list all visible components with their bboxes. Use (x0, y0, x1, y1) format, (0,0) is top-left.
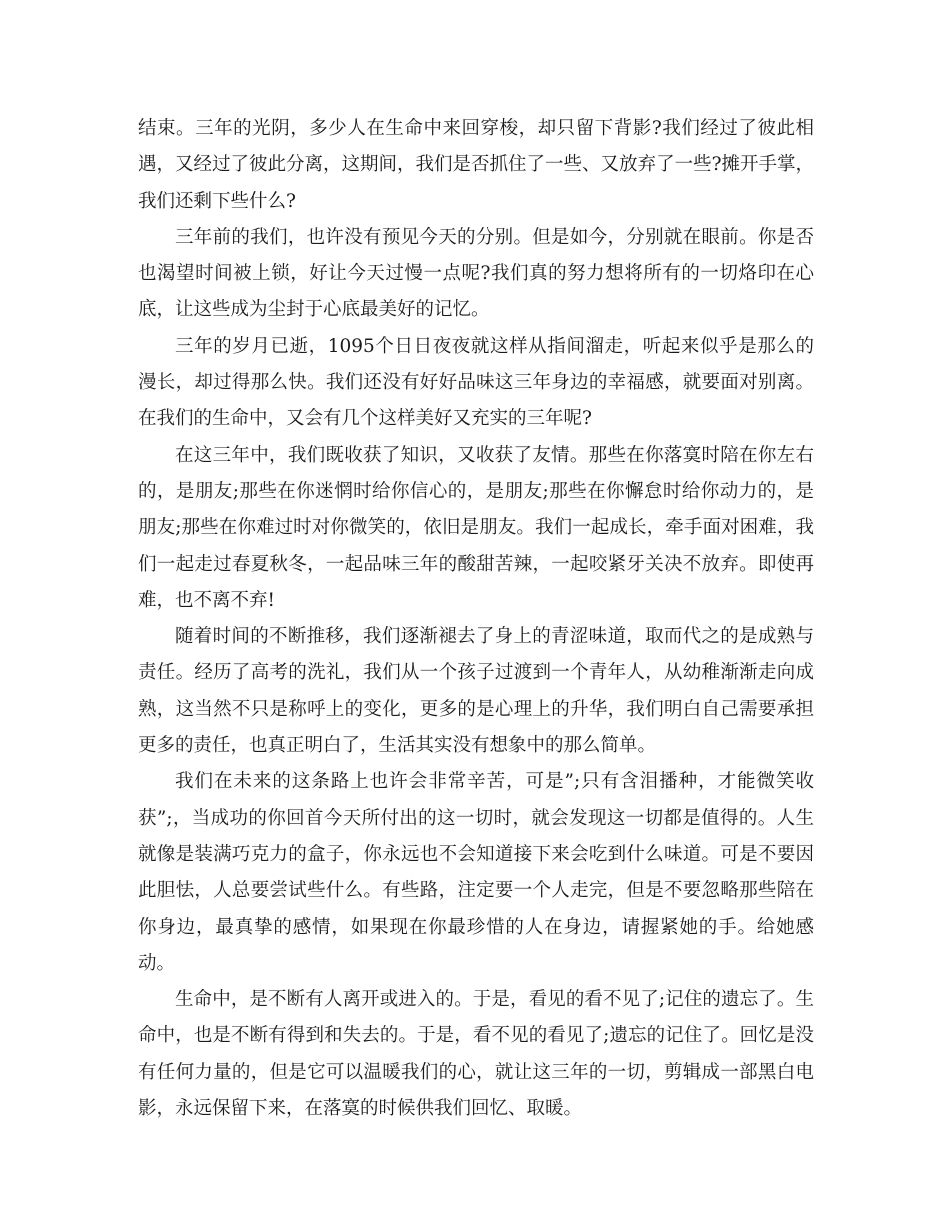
paragraph: 我们在未来的这条路上也许会非常辛苦，可是”;只有含泪播种，才能微笑收获”;，当成功的你回首今天所付出的这一切时，就会发现这一切都是值得的。人生就像是装满巧克力的盒子，你永远也不会知道接下来会吃到什么味道。可是不要因此胆怯，人总要尝试些什么。有些路，注定要一个人走完，但是不要忽略那些陪在你身边，最真挚的感情，如果现在你最珍惜的人在身边，请握紧她的手。给她感动。 (138, 771, 814, 974)
paragraph: 结束。三年的光阴，多少人在生命中来回穿梭，却只留下背影?我们经过了彼此相遇，又经过了彼此分离，这期间，我们是否抓住了一些、又放弃了一些?摊开手掌，我们还剩下些什么? (138, 118, 814, 212)
paragraph: 三年的岁月已逝，1095个日日夜夜就这样从指间溜走，听起来似乎是那么的漫长，却过得那么快。我们还没有好好品味这三年身边的幸福感，就要面对别离。在我们的生命中，又会有几个这样美好又充实的三年呢? (138, 335, 814, 430)
paragraph: 三年前的我们，也许没有预见今天的分别。但是如今，分别就在眼前。你是否也渴望时间被上锁，好让今天过慢一点呢?我们真的努力想将所有的一切烙印在心底，让这些成为尘封于心底最美好的记忆。 (138, 226, 814, 321)
document-body (138, 111, 814, 1127)
paragraph: 随着时间的不断推移，我们逐渐褪去了身上的青涩味道，取而代之的是成熟与责任。经历了高考的洗礼，我们从一个孩子过渡到一个青年人，从幼稚渐渐走向成熟，这当然不只是称呼上的变化，更多的是心理上的升华，我们明白自己需要承担更多的责任，也真正明白了，生活其实没有想象中的那么简单。 (138, 626, 814, 757)
paragraph: 生命中，是不断有人离开或进入的。于是，看见的看不见了;记住的遗忘了。生命中，也是不断有得到和失去的。于是，看不见的看见了;遗忘的记住了。回忆是没有任何力量的，但是它可以温暖我们的心，就让这三年的一切，剪辑成一部黑白电影，永远保留下来，在落寞的时候供我们回忆、取暖。 (138, 989, 814, 1120)
paragraph: 在这三年中，我们既收获了知识，又收获了友情。那些在你落寞时陪在你左右的，是朋友;那些在你迷惘时给你信心的，是朋友;那些在你懈怠时给你动力的，是朋友;那些在你难过时对你微笑的，依旧是朋友。我们一起成长，牵手面对困难，我们一起走过春夏秋冬，一起品味三年的酸甜苦辣，一起咬紧牙关决不放弃。即使再难，也不离不弃! (138, 444, 814, 611)
